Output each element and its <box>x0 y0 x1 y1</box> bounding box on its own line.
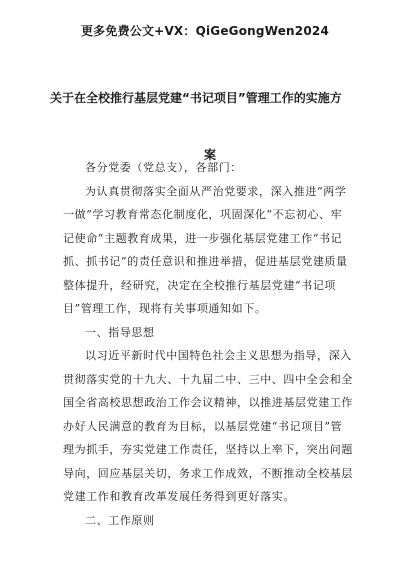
watermark-header: 更多免费公文+VX：QiGeGongWen2024 <box>80 24 329 38</box>
section-heading-work-principles: 二、工作原则 <box>85 513 155 527</box>
section-heading-guiding-ideology: 一、指导思想 <box>85 325 155 339</box>
intro-paragraph: 为认真贯彻落实全面从严治党要求，深入推进“两学一做”学习教育常态化制度化，巩固深化“不忘初心、牢记使命”主题教育成果，进一步强化基层党建工作“书记抓、抓书记”的责任意识和推进举措，促进基层党建质量整体提升，经研究，决定在全校推行基层党建“书记项目”管理工作，现将有关事项通知如下。 <box>63 184 348 315</box>
title-line-1: 关于在全校推行基层党建“书记项目”管理工作的实施方 <box>50 91 342 105</box>
document-body <box>63 156 353 532</box>
title-line-2: 案 <box>203 148 216 162</box>
salutation: 各分党委（党总支），各部门： <box>85 161 242 174</box>
guiding-ideology-paragraph: 以习近平新时代中国特色社会主义思想为指导，深入贯彻落实党的十九大、十九届二中、三中、四中全会和全国全省高校思想政治工作会议精神，以推进基层党建工作办好人民满意的教育为目标，以基层党建“书记项目”管理为抓手，夯实党建工作责任，坚持以上率下，突出问题导向，回应基层关切，务求工作成效，不断推动全校基层党建工作和教育改革发展任务得到更好落实。 <box>63 349 353 503</box>
